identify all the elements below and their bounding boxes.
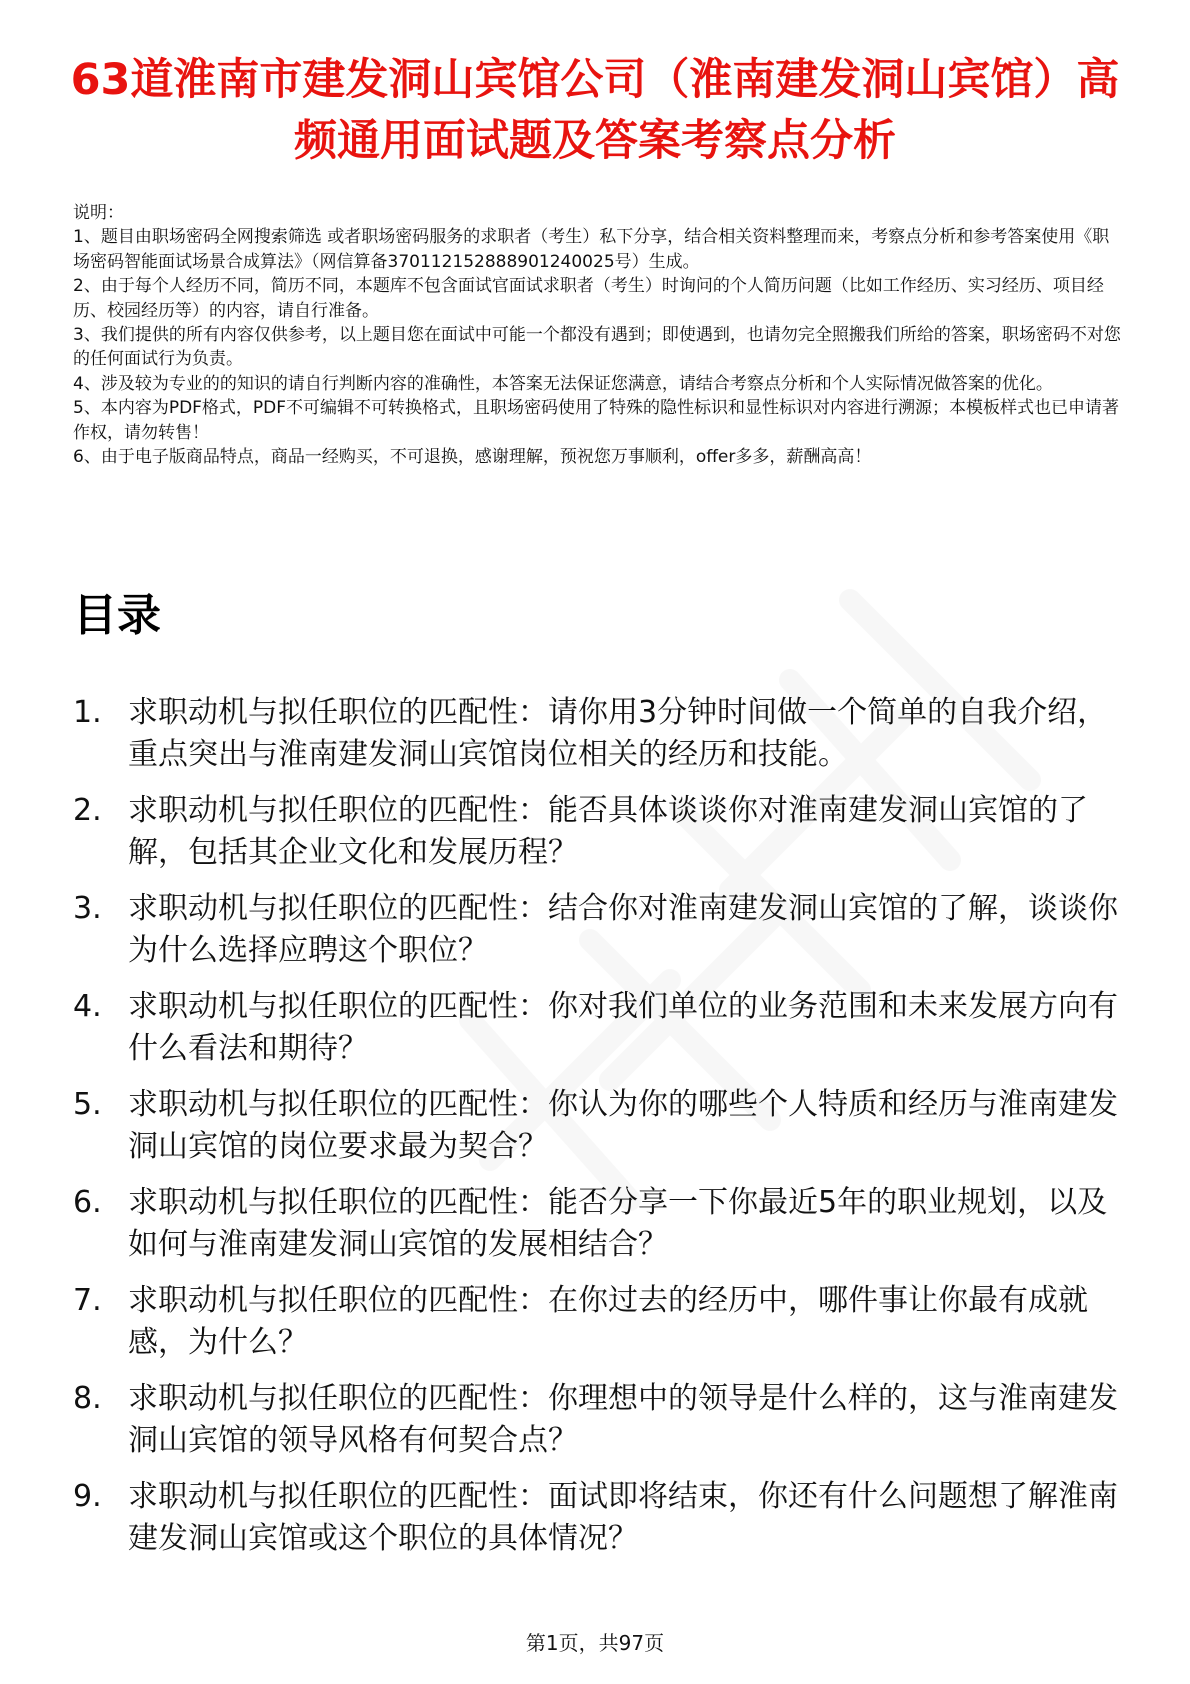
toc-item-text: 求职动机与拟任职位的匹配性：能否具体谈谈你对淮南建发洞山宾馆的了解，包括其企业文化和发展历程？	[128, 793, 1088, 870]
toc-item-text: 求职动机与拟任职位的匹配性：你认为你的哪些个人特质和经历与淮南建发洞山宾馆的岗位要求最为契合？	[128, 1087, 1118, 1164]
note-item: 6、由于电子版商品特点，商品一经购买，不可退换，感谢理解，预祝您万事顺利，offer多多，薪酬高高！	[73, 447, 872, 468]
toc-item[interactable]	[73, 1378, 1128, 1476]
toc-item-text: 求职动机与拟任职位的匹配性：能否分享一下你最近5年的职业规划，以及如何与淮南建发洞山宾馆的发展相结合？	[128, 1185, 1108, 1262]
toc-item-number: 7.	[73, 1283, 102, 1318]
toc-item-text: 求职动机与拟任职位的匹配性：结合你对淮南建发洞山宾馆的了解，谈谈你为什么选择应聘这个职位？	[128, 891, 1118, 968]
toc-list	[73, 692, 1128, 1574]
toc-item-number: 5.	[73, 1087, 102, 1122]
toc-item-number: 6.	[73, 1185, 102, 1220]
disclaimer-notes	[73, 201, 1125, 469]
notes-heading: 说明：	[73, 203, 124, 223]
toc-item[interactable]	[73, 986, 1128, 1084]
toc-item-number: 1.	[73, 695, 102, 730]
toc-item-number: 3.	[73, 891, 102, 926]
toc-item-number: 4.	[73, 989, 102, 1024]
page-number-footer: 第1页，共97页	[525, 1631, 665, 1655]
toc-item-number: 9.	[73, 1479, 102, 1514]
toc-item-text: 求职动机与拟任职位的匹配性：你对我们单位的业务范围和未来发展方向有什么看法和期待？	[128, 989, 1118, 1066]
toc-item-text: 求职动机与拟任职位的匹配性：你理想中的领导是什么样的，这与淮南建发洞山宾馆的领导风格有何契合点？	[128, 1381, 1118, 1458]
toc-item[interactable]	[73, 888, 1128, 986]
toc-heading: 目录	[73, 590, 161, 641]
document-title: 63道淮南市建发洞山宾馆公司（淮南建发洞山宾馆）高频通用面试题及答案考察点分析	[70, 55, 1120, 166]
toc-item-number: 8.	[73, 1381, 102, 1416]
toc-item-text: 求职动机与拟任职位的匹配性：面试即将结束，你还有什么问题想了解淮南建发洞山宾馆或这个职位的具体情况？	[128, 1479, 1118, 1556]
note-item: 4、涉及较为专业的的知识的请自行判断内容的准确性，本答案无法保证您满意，请结合考察点分析和个人实际情况做答案的优化。	[73, 373, 1053, 394]
note-item: 3、我们提供的所有内容仅供参考，以上题目您在面试中可能一个都没有遇到；即使遇到，也请勿完全照搬我们所给的答案，职场密码不对您的任何面试行为负责。	[73, 325, 1121, 370]
toc-item-number: 2.	[73, 793, 102, 828]
note-item: 2、由于每个人经历不同，简历不同，本题库不包含面试官面试求职者（考生）时询问的个人简历问题（比如工作经历、实习经历、项目经历、校园经历等）的内容，请自行准备。	[73, 276, 1104, 321]
note-item: 1、题目由职场密码全网搜索筛选 或者职场密码服务的求职者（考生）私下分享，结合相关资料整理而来，考察点分析和参考答案使用《职场密码智能面试场景合成算法》（网信算备370112152888901240025号）生成。	[73, 227, 1110, 272]
toc-item[interactable]	[73, 1084, 1128, 1182]
toc-item[interactable]	[73, 1280, 1128, 1378]
toc-item[interactable]	[73, 790, 1128, 888]
toc-item[interactable]	[73, 1182, 1128, 1280]
toc-item[interactable]	[73, 1476, 1128, 1574]
toc-item[interactable]	[73, 692, 1128, 790]
note-item: 5、本内容为PDF格式，PDF不可编辑不可转换格式，且职场密码使用了特殊的隐性标识和显性标识对内容进行溯源；本模板样式也已申请著作权，请勿转售！	[73, 398, 1120, 443]
toc-item-text: 求职动机与拟任职位的匹配性：在你过去的经历中，哪件事让你最有成就感，为什么？	[128, 1283, 1088, 1360]
toc-item-text: 求职动机与拟任职位的匹配性：请你用3分钟时间做一个简单的自我介绍，重点突出与淮南建发洞山宾馆岗位相关的经历和技能。	[128, 695, 1108, 772]
